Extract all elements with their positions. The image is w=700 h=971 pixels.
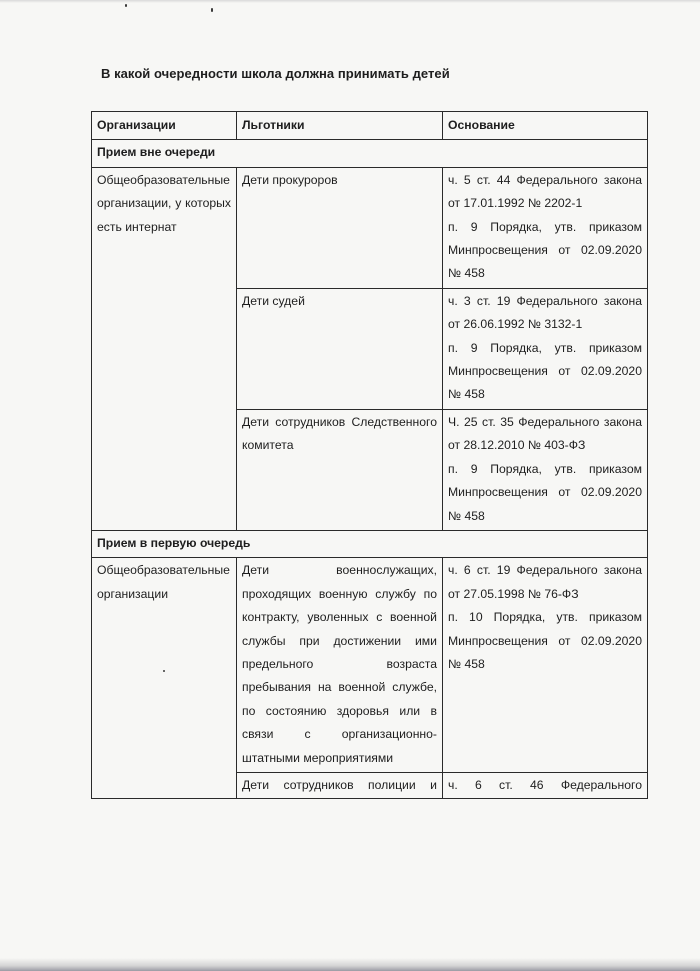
- table-row: [92, 558, 648, 773]
- basis-cell: [443, 409, 648, 530]
- beneficiary-text: Дети сотрудников полиции и: [242, 777, 437, 792]
- scan-speck: [125, 4, 127, 7]
- scan-edge-top: [0, 0, 700, 3]
- table-row: [92, 167, 648, 288]
- table-header-row: [92, 112, 648, 140]
- basis-order: п. 9 Порядка, утв. приказом Минпросвещения от 02.09.2020 № 458: [448, 461, 642, 523]
- organization-cell: Общеобразовательные организации: [92, 558, 237, 799]
- basis-law: ч. 6 ст. 46 Федерального: [448, 777, 642, 792]
- column-header-basis: Основание: [443, 112, 648, 140]
- beneficiary-cell: [237, 772, 443, 798]
- basis-law: ч. 3 ст. 19 Федерального закона от 26.06.1992 № 3132-1: [448, 293, 642, 332]
- section-row: [92, 530, 648, 557]
- basis-cell: [443, 167, 648, 288]
- basis-order: п. 10 Порядка, утв. приказом Минпросвещения от 02.09.2020 № 458: [448, 610, 642, 671]
- document-title: В какой очередности школа должна принимать детей: [101, 66, 450, 81]
- beneficiary-cell: Дети судей: [237, 288, 443, 409]
- basis-law: ч. 5 ст. 44 Федерального закона от 17.01.1992 № 2202-1: [448, 172, 642, 211]
- section-title-first-turn: Прием в первую очередь: [92, 530, 648, 557]
- scan-speck: [211, 8, 213, 12]
- admission-priority-table: [91, 111, 648, 799]
- organization-cell: Общеобразовательные организации, у которых есть интернат: [92, 167, 237, 530]
- basis-law: Ч. 25 ст. 35 Федерального закона от 28.12.2010 № 403-ФЗ: [448, 414, 642, 453]
- beneficiary-cell: Дети сотрудников Следственного комитета: [237, 409, 443, 530]
- basis-order: п. 9 Порядка, утв. приказом Минпросвещения от 02.09.2020 № 458: [448, 340, 642, 402]
- section-title-out-of-turn: Прием вне очереди: [92, 140, 648, 167]
- section-row: [92, 140, 648, 167]
- basis-cell: [443, 772, 648, 798]
- scan-edge-bottom: [0, 958, 700, 971]
- column-header-beneficiaries: Льготники: [237, 112, 443, 140]
- basis-cell: [443, 288, 648, 409]
- basis-order: п. 9 Порядка, утв. приказом Минпросвещения от 02.09.2020 № 458: [448, 219, 642, 281]
- beneficiary-cell: Дети военнослужащих, проходящих военную службу по контракту, уволенных с военной службы при достижении ими предельного возраста пребывания на военной службе, по состоянию здоровья или в связи с организационно-штатными мероприятиями: [237, 558, 443, 773]
- column-header-organizations: Организации: [92, 112, 237, 140]
- beneficiary-cell: Дети прокуроров: [237, 167, 443, 288]
- basis-law: ч. 6 ст. 19 Федерального закона от 27.05.1998 № 76-ФЗ: [448, 563, 642, 601]
- basis-cell: [443, 558, 648, 773]
